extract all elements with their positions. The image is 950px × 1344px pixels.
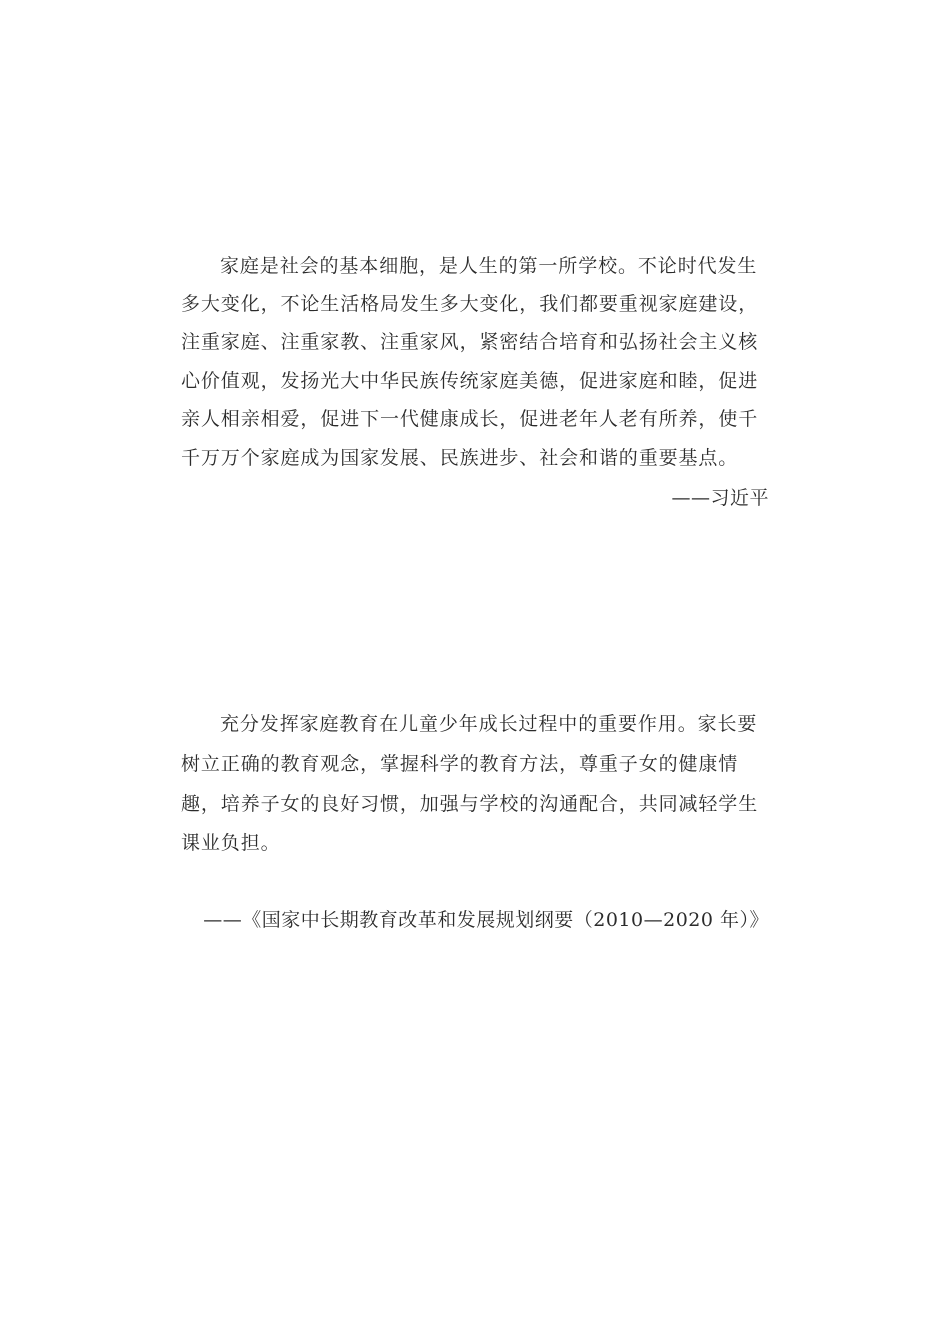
quote-line: 亲人相亲相爱，促进下一代健康成长，促进老年人老有所养，使千 (181, 408, 759, 430)
quote-line: 千万万个家庭成为国家发展、民族进步、社会和谐的重要基点。 (181, 447, 739, 469)
quote-xi-jinping (181, 254, 769, 514)
quote-line: 趣，培养子女的良好习惯，加强与学校的沟通配合，共同减轻学生 (181, 793, 759, 815)
quote-line: 注重家庭、注重家教、注重家风，紧密结合培育和弘扬社会主义核 (181, 331, 759, 353)
quote-line: 树立正确的教育观念，掌握科学的教育方法，尊重子女的健康情 (181, 753, 739, 775)
quote-line: 家庭是社会的基本细胞，是人生的第一所学校。不论时代发生 (220, 255, 758, 277)
quote-line: 多大变化，不论生活格局发生多大变化，我们都要重视家庭建设， (181, 293, 759, 315)
quote-line: 充分发挥家庭教育在儿童少年成长过程中的重要作用。家长要 (220, 713, 758, 735)
quote-line: 课业负担。 (181, 832, 281, 854)
quote-education-plan (181, 712, 769, 942)
quote-line: 心价值观，发扬光大中华民族传统家庭美德，促进家庭和睦，促进 (181, 370, 759, 392)
quote-attribution: ——《国家中长期教育改革和发展规划纲要（2010—2020 年）》 (203, 909, 769, 931)
quote-attribution: ——习近平 (671, 487, 769, 509)
